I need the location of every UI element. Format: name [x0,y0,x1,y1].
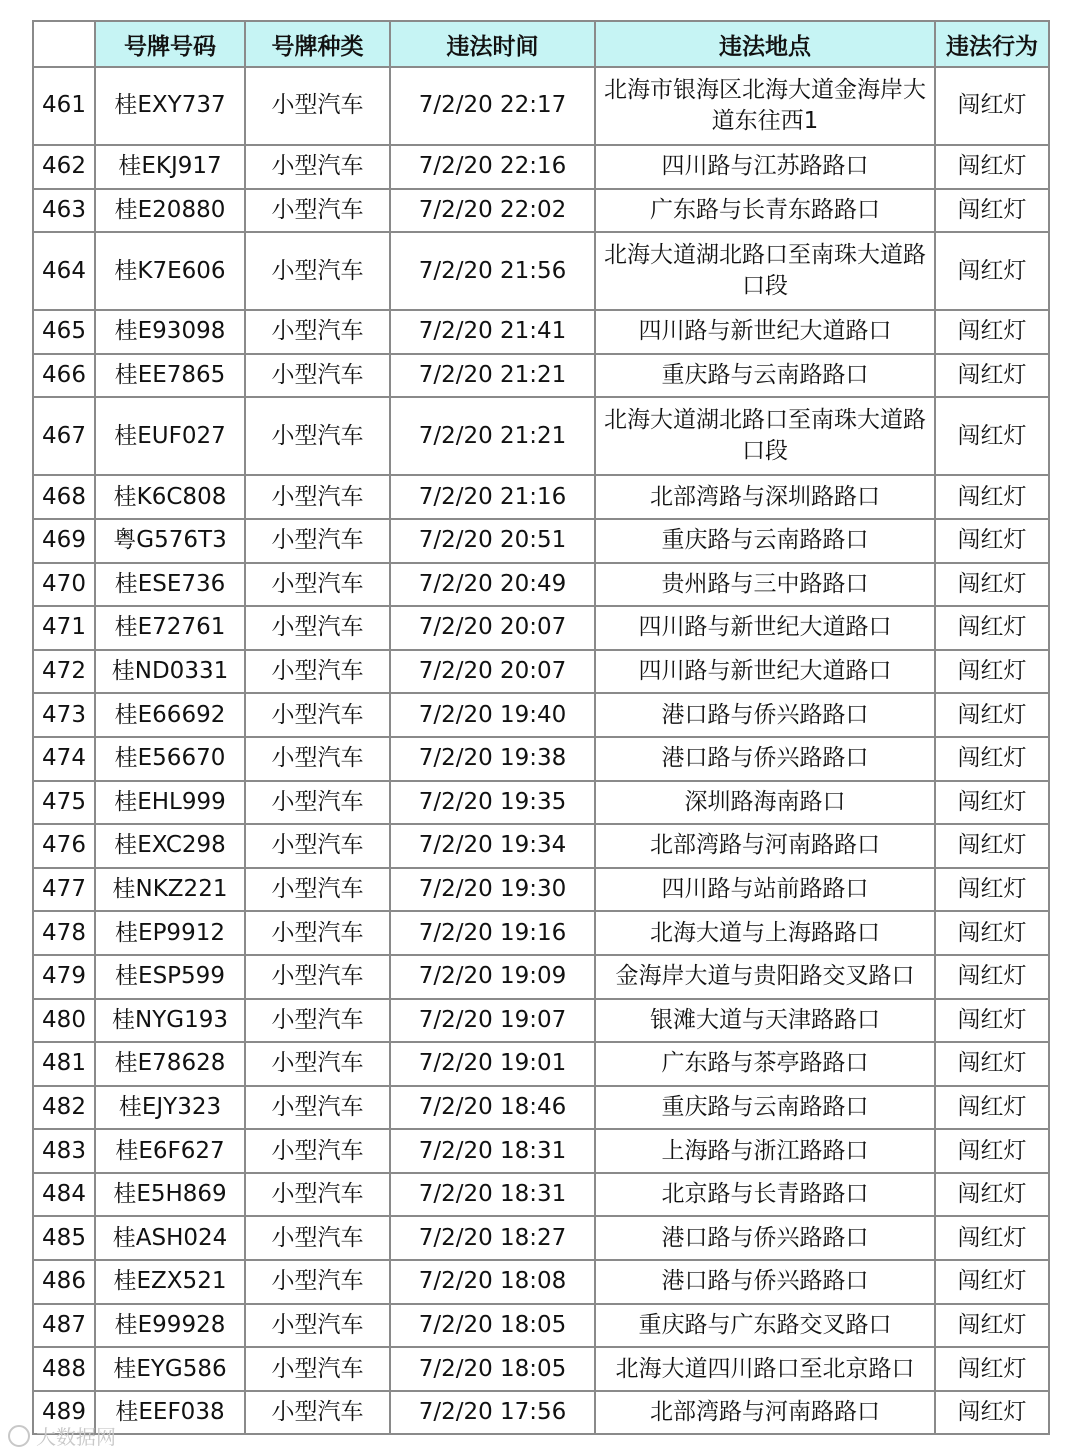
plate-number-cell: 桂K6C808 [95,475,245,519]
violation-behavior-cell: 闯红灯 [935,1173,1049,1217]
plate-number-cell: 桂E99928 [95,1304,245,1348]
plate-number-cell: 桂EE7865 [95,354,245,398]
row-number-cell: 469 [33,519,95,563]
table-row [33,1391,1049,1435]
violation-location-cell: 贵州路与三中路路口 [595,563,935,607]
plate-type-cell: 小型汽车 [245,145,390,189]
violation-time-cell: 7/2/20 18:05 [390,1347,595,1391]
violation-behavior-cell: 闯红灯 [935,955,1049,999]
row-number-cell: 487 [33,1304,95,1348]
table-row [33,999,1049,1043]
plate-type-cell: 小型汽车 [245,824,390,868]
violation-behavior-cell: 闯红灯 [935,1216,1049,1260]
row-number-cell: 477 [33,868,95,912]
violation-time-cell: 7/2/20 21:41 [390,310,595,354]
plate-number-cell: 桂E78628 [95,1042,245,1086]
row-number-cell: 488 [33,1347,95,1391]
violation-behavior-cell: 闯红灯 [935,232,1049,310]
violation-location-cell: 北海市银海区北海大道金海岸大道东往西1 [595,67,935,145]
plate-type-cell: 小型汽车 [245,1042,390,1086]
violation-time-cell: 7/2/20 20:49 [390,563,595,607]
violation-location-cell: 北京路与长青路路口 [595,1173,935,1217]
watermark [8,1421,116,1450]
plate-type-cell: 小型汽车 [245,1391,390,1435]
plate-number-cell: 桂E20880 [95,189,245,233]
violation-time-cell: 7/2/20 21:21 [390,397,595,475]
table-row [33,693,1049,737]
table-row [33,650,1049,694]
row-number-cell: 482 [33,1086,95,1130]
row-number-cell: 467 [33,397,95,475]
row-number-cell: 464 [33,232,95,310]
violation-time-cell: 7/2/20 20:51 [390,519,595,563]
violation-location-cell: 银滩大道与天津路路口 [595,999,935,1043]
row-number-cell: 466 [33,354,95,398]
violation-behavior-cell: 闯红灯 [935,781,1049,825]
violation-behavior-cell: 闯红灯 [935,519,1049,563]
violation-location-cell: 金海岸大道与贵阳路交叉路口 [595,955,935,999]
violation-behavior-cell: 闯红灯 [935,145,1049,189]
violation-location-cell: 北部湾路与河南路路口 [595,824,935,868]
violation-location-cell: 港口路与侨兴路路口 [595,693,935,737]
plate-number-cell: 桂E66692 [95,693,245,737]
plate-number-cell: 桂E72761 [95,606,245,650]
violation-location-cell: 四川路与江苏路路口 [595,145,935,189]
violation-time-cell: 7/2/20 19:16 [390,911,595,955]
violation-behavior-cell: 闯红灯 [935,1304,1049,1348]
violation-behavior-cell: 闯红灯 [935,1260,1049,1304]
header-plate-type: 号牌种类 [245,21,390,67]
plate-type-cell: 小型汽车 [245,955,390,999]
watermark-text: 大数据网 [36,1425,116,1449]
violation-behavior-cell: 闯红灯 [935,1129,1049,1173]
row-number-cell: 481 [33,1042,95,1086]
row-number-cell: 474 [33,737,95,781]
violation-time-cell: 7/2/20 21:56 [390,232,595,310]
row-number-cell: 483 [33,1129,95,1173]
header-index [33,21,95,67]
violation-time-cell: 7/2/20 18:31 [390,1129,595,1173]
plate-type-cell: 小型汽车 [245,999,390,1043]
plate-number-cell: 桂EJY323 [95,1086,245,1130]
plate-type-cell: 小型汽车 [245,475,390,519]
plate-number-cell: 桂EUF027 [95,397,245,475]
violation-behavior-cell: 闯红灯 [935,310,1049,354]
violation-time-cell: 7/2/20 19:40 [390,693,595,737]
plate-type-cell: 小型汽车 [245,1173,390,1217]
table-header-row [33,21,1049,67]
violation-location-cell: 北海大道四川路口至北京路口 [595,1347,935,1391]
row-number-cell: 461 [33,67,95,145]
violation-time-cell: 7/2/20 18:46 [390,1086,595,1130]
violation-time-cell: 7/2/20 22:17 [390,67,595,145]
violation-behavior-cell: 闯红灯 [935,737,1049,781]
plate-type-cell: 小型汽车 [245,67,390,145]
plate-type-cell: 小型汽车 [245,606,390,650]
violation-location-cell: 广东路与长青东路路口 [595,189,935,233]
violation-behavior-cell: 闯红灯 [935,1086,1049,1130]
violation-location-cell: 广东路与茶亭路路口 [595,1042,935,1086]
plate-number-cell: 桂EXC298 [95,824,245,868]
table-row [33,1086,1049,1130]
plate-number-cell: 桂EZX521 [95,1260,245,1304]
plate-type-cell: 小型汽车 [245,1304,390,1348]
plate-type-cell: 小型汽车 [245,397,390,475]
violation-behavior-cell: 闯红灯 [935,1347,1049,1391]
table-row [33,606,1049,650]
plate-type-cell: 小型汽车 [245,1347,390,1391]
row-number-cell: 462 [33,145,95,189]
violation-location-cell: 北部湾路与深圳路路口 [595,475,935,519]
plate-number-cell: 桂E6F627 [95,1129,245,1173]
violation-behavior-cell: 闯红灯 [935,693,1049,737]
violation-location-cell: 重庆路与云南路路口 [595,1086,935,1130]
violation-location-cell: 北部湾路与河南路路口 [595,1391,935,1435]
violation-time-cell: 7/2/20 22:02 [390,189,595,233]
violation-time-cell: 7/2/20 17:56 [390,1391,595,1435]
table-row [33,1260,1049,1304]
header-violation-location: 违法地点 [595,21,935,67]
plate-number-cell: 桂EP9912 [95,911,245,955]
violation-time-cell: 7/2/20 18:08 [390,1260,595,1304]
plate-number-cell: 桂NKZ221 [95,868,245,912]
violation-behavior-cell: 闯红灯 [935,606,1049,650]
table-row [33,232,1049,310]
violation-time-cell: 7/2/20 19:01 [390,1042,595,1086]
table-row [33,519,1049,563]
violation-time-cell: 7/2/20 19:34 [390,824,595,868]
violation-time-cell: 7/2/20 18:31 [390,1173,595,1217]
plate-type-cell: 小型汽车 [245,737,390,781]
violation-location-cell: 港口路与侨兴路路口 [595,737,935,781]
violation-behavior-cell: 闯红灯 [935,824,1049,868]
table-row [33,1216,1049,1260]
violation-time-cell: 7/2/20 21:21 [390,354,595,398]
violation-behavior-cell: 闯红灯 [935,67,1049,145]
plate-number-cell: 桂EHL999 [95,781,245,825]
violation-time-cell: 7/2/20 20:07 [390,606,595,650]
violation-location-cell: 上海路与浙江路路口 [595,1129,935,1173]
plate-number-cell: 桂ESE736 [95,563,245,607]
table-row [33,563,1049,607]
plate-number-cell: 桂E5H869 [95,1173,245,1217]
plate-number-cell: 桂ASH024 [95,1216,245,1260]
violation-behavior-cell: 闯红灯 [935,650,1049,694]
violation-time-cell: 7/2/20 19:30 [390,868,595,912]
row-number-cell: 472 [33,650,95,694]
table-row [33,955,1049,999]
table-row [33,1347,1049,1391]
violation-location-cell: 四川路与新世纪大道路口 [595,650,935,694]
row-number-cell: 468 [33,475,95,519]
violations-table [32,20,1050,1435]
violation-location-cell: 北海大道湖北路口至南珠大道路口段 [595,397,935,475]
plate-type-cell: 小型汽车 [245,1086,390,1130]
plate-type-cell: 小型汽车 [245,1260,390,1304]
table-row [33,354,1049,398]
violation-location-cell: 四川路与站前路路口 [595,868,935,912]
table-row [33,145,1049,189]
plate-number-cell: 粤G576T3 [95,519,245,563]
table-row [33,781,1049,825]
violation-location-cell: 重庆路与云南路路口 [595,354,935,398]
header-plate-number: 号牌号码 [95,21,245,67]
row-number-cell: 479 [33,955,95,999]
plate-type-cell: 小型汽车 [245,650,390,694]
violation-time-cell: 7/2/20 22:16 [390,145,595,189]
row-number-cell: 470 [33,563,95,607]
plate-number-cell: 桂EXY737 [95,67,245,145]
plate-number-cell: 桂K7E606 [95,232,245,310]
row-number-cell: 484 [33,1173,95,1217]
plate-type-cell: 小型汽车 [245,1129,390,1173]
row-number-cell: 480 [33,999,95,1043]
violation-behavior-cell: 闯红灯 [935,189,1049,233]
plate-number-cell: 桂EEF038 [95,1391,245,1435]
plate-type-cell: 小型汽车 [245,693,390,737]
plate-type-cell: 小型汽车 [245,232,390,310]
violation-time-cell: 7/2/20 18:05 [390,1304,595,1348]
table-row [33,189,1049,233]
violation-behavior-cell: 闯红灯 [935,354,1049,398]
violation-behavior-cell: 闯红灯 [935,475,1049,519]
violation-location-cell: 四川路与新世纪大道路口 [595,310,935,354]
plate-type-cell: 小型汽车 [245,563,390,607]
row-number-cell: 485 [33,1216,95,1260]
violation-time-cell: 7/2/20 19:07 [390,999,595,1043]
plate-number-cell: 桂EKJ917 [95,145,245,189]
plate-type-cell: 小型汽车 [245,310,390,354]
table-row [33,737,1049,781]
row-number-cell: 471 [33,606,95,650]
table-row [33,1304,1049,1348]
header-violation-behavior: 违法行为 [935,21,1049,67]
plate-type-cell: 小型汽车 [245,868,390,912]
violation-location-cell: 重庆路与云南路路口 [595,519,935,563]
violation-time-cell: 7/2/20 18:27 [390,1216,595,1260]
plate-number-cell: 桂EYG586 [95,1347,245,1391]
table-row [33,1173,1049,1217]
violation-behavior-cell: 闯红灯 [935,868,1049,912]
table-row [33,475,1049,519]
table-row [33,824,1049,868]
violation-location-cell: 重庆路与广东路交叉路口 [595,1304,935,1348]
violation-location-cell: 港口路与侨兴路路口 [595,1260,935,1304]
row-number-cell: 463 [33,189,95,233]
row-number-cell: 486 [33,1260,95,1304]
row-number-cell: 465 [33,310,95,354]
table-row [33,911,1049,955]
table-row [33,67,1049,145]
violation-time-cell: 7/2/20 19:38 [390,737,595,781]
header-violation-time: 违法时间 [390,21,595,67]
plate-number-cell: 桂NYG193 [95,999,245,1043]
plate-type-cell: 小型汽车 [245,189,390,233]
violation-time-cell: 7/2/20 19:09 [390,955,595,999]
plate-type-cell: 小型汽车 [245,354,390,398]
row-number-cell: 476 [33,824,95,868]
row-number-cell: 475 [33,781,95,825]
watermark-logo-icon [8,1425,30,1447]
plate-type-cell: 小型汽车 [245,1216,390,1260]
violation-behavior-cell: 闯红灯 [935,1042,1049,1086]
violation-location-cell: 北海大道与上海路路口 [595,911,935,955]
plate-type-cell: 小型汽车 [245,911,390,955]
plate-number-cell: 桂ESP599 [95,955,245,999]
violation-time-cell: 7/2/20 21:16 [390,475,595,519]
plate-number-cell: 桂E56670 [95,737,245,781]
violation-behavior-cell: 闯红灯 [935,1391,1049,1435]
violation-location-cell: 北海大道湖北路口至南珠大道路口段 [595,232,935,310]
violation-location-cell: 港口路与侨兴路路口 [595,1216,935,1260]
violation-location-cell: 深圳路海南路口 [595,781,935,825]
table-row [33,1042,1049,1086]
violation-time-cell: 7/2/20 20:07 [390,650,595,694]
violation-behavior-cell: 闯红灯 [935,999,1049,1043]
plate-type-cell: 小型汽车 [245,519,390,563]
plate-number-cell: 桂ND0331 [95,650,245,694]
table-row [33,1129,1049,1173]
table-row [33,868,1049,912]
table-row [33,397,1049,475]
plate-number-cell: 桂E93098 [95,310,245,354]
violation-time-cell: 7/2/20 19:35 [390,781,595,825]
plate-type-cell: 小型汽车 [245,781,390,825]
row-number-cell: 473 [33,693,95,737]
row-number-cell: 478 [33,911,95,955]
row-number-cell: 489 [33,1391,95,1435]
violation-behavior-cell: 闯红灯 [935,563,1049,607]
table-row [33,310,1049,354]
violation-location-cell: 四川路与新世纪大道路口 [595,606,935,650]
violation-behavior-cell: 闯红灯 [935,397,1049,475]
table-body [33,67,1049,1434]
violation-behavior-cell: 闯红灯 [935,911,1049,955]
